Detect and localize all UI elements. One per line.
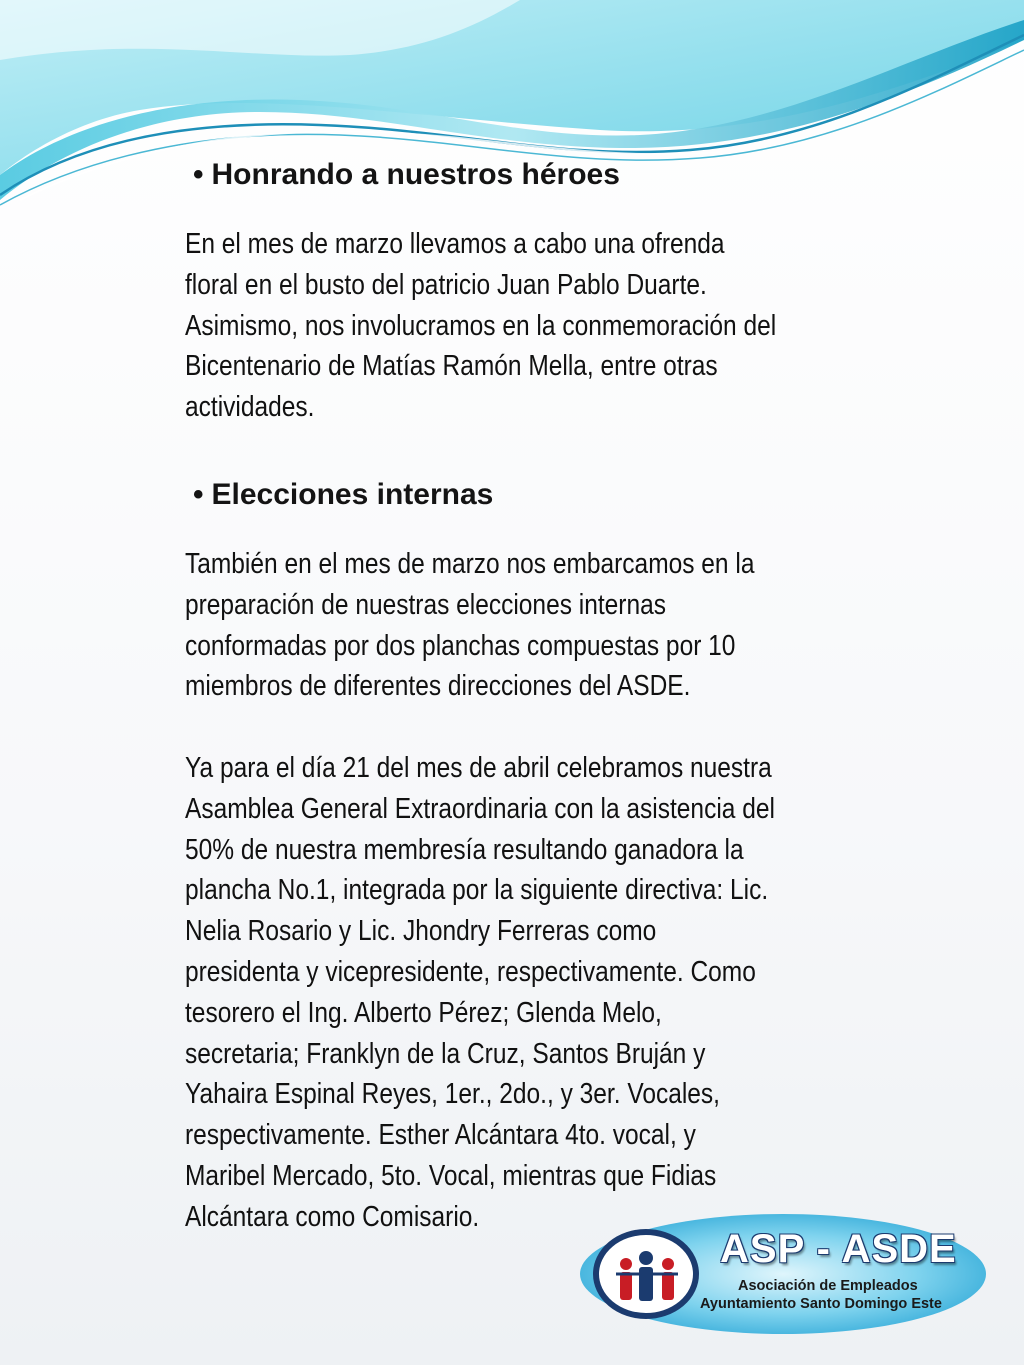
- paragraph-text: En el mes de marzo llevamos a cabo una ofrenda floral en el busto del patricio Juan Pablo Duarte. Asimismo, nos involucramos en la conmemoración del Bicentenario de Matías Ramón Mella, entre otras actividades.: [185, 228, 777, 424]
- paragraph-heroes: [185, 224, 873, 428]
- paragraph-elections-results: [185, 748, 873, 1238]
- bullet-icon: •: [193, 478, 204, 511]
- section-heading-text: Elecciones internas: [211, 478, 494, 511]
- paragraph-text: También en el mes de marzo nos embarcamos en la preparación de nuestras elecciones internas conformadas por dos planchas compuestas por 10 miembros de diferentes direcciones del ASDE.: [185, 548, 755, 703]
- section-heading-text: Honrando a nuestros héroes: [211, 158, 620, 191]
- logo-subtitle-1: Asociación de Empleados: [738, 1278, 918, 1294]
- decorative-wave-header: [0, 0, 1024, 260]
- paragraph-text: Ya para el día 21 del mes de abril celebramos nuestra Asamblea General Extraordinaria con la asistencia del 50% de nuestra membresía resultando ganadora la plancha No.1, integrada por la siguiente directiva: Lic. Nelia Rosario y Lic. Jhondry Ferreras como presidenta y vicepresidente, respectivamente. Como tesorero el Ing. Alberto Pérez; Glenda Melo, secretaria; Franklyn de la Cruz, Santos Bruján y Yahaira Espinal Reyes, 1er., 2do., y 3er. Vocales, respectivamente. Esther Alcántara 4to. vocal, y Maribel Mercado, 5to. Vocal, mientras que Fidias Alcántara como Comisario.: [185, 752, 775, 1233]
- logo-subtitle-2: Ayuntamiento Santo Domingo Este: [700, 1296, 942, 1312]
- paragraph-elections-intro: [185, 544, 873, 707]
- section-heading-elections: [193, 478, 493, 512]
- logo-title: ASP - ASDE: [720, 1227, 957, 1271]
- section-heading-heroes: [193, 158, 620, 192]
- bullet-icon: •: [193, 158, 204, 191]
